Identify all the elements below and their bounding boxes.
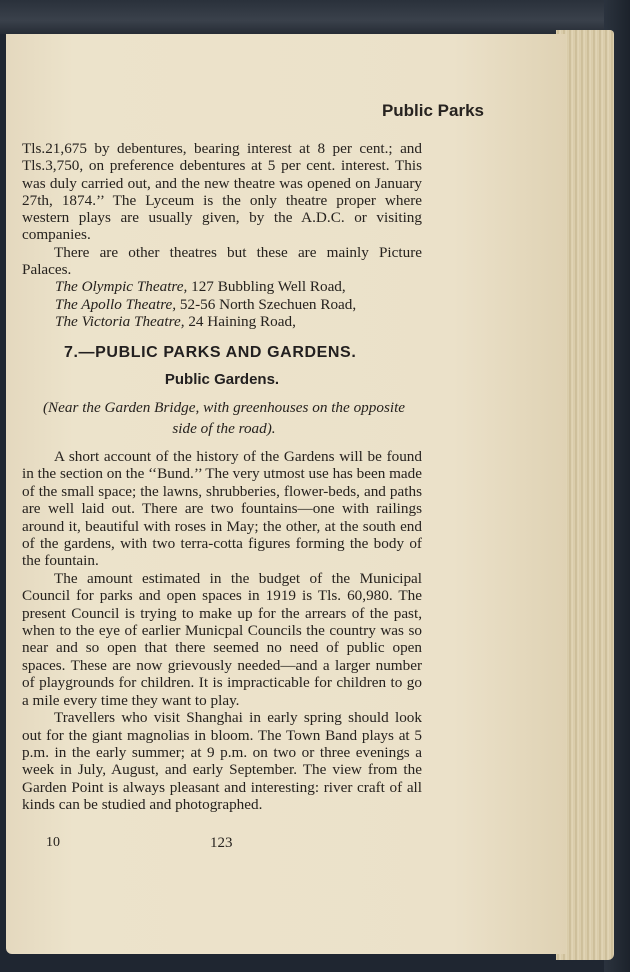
book-binding-top bbox=[0, 0, 630, 34]
theatre-name: The Olympic Theatre, bbox=[55, 278, 188, 296]
theatre-name: The Victoria Theatre, bbox=[55, 312, 185, 330]
top-paragraph: Tls.21,675 by debentures, bearing interest at 8 per cent.; and Tls.3,750, on preference debentures at 5 per cent. interest. This was duly carried out, and the new theatre was opened on January 27th, 1874.’’ The Lyceum is the only theatre proper where western plays are usually given, by the A.D.C. or visiting companies. bbox=[22, 140, 422, 244]
theatre-address: 24 Haining Road, bbox=[188, 312, 296, 330]
theatre-entry bbox=[55, 313, 422, 330]
gardens-text bbox=[22, 448, 422, 814]
theatre-entry bbox=[55, 278, 422, 295]
location-note: (Near the Garden Bridge, with greenhouses on the opposite side of the road). bbox=[42, 399, 406, 437]
running-head: Public Parks bbox=[381, 101, 484, 120]
theatre-entry bbox=[55, 296, 422, 313]
subheading: Public Gardens. bbox=[164, 371, 280, 388]
theatre-text bbox=[22, 140, 422, 330]
page-number: 123 bbox=[210, 835, 233, 851]
paragraph: The amount estimated in the budget of the Municipal Council for parks and open spaces in 1919 is Tls. 60,980. The present Council is trying to make up for the arrears of the past, when to the eye of earlier Municpal Councils the country was so near and so open that there seemed no need of public open spaces. These are now grievously needed—and a larger number of playgrounds for children. It is impracticable for children to go a mile every time they want to play. bbox=[22, 569, 422, 709]
theatre-name: The Apollo Theatre, bbox=[55, 295, 177, 313]
theatre-address: 52-56 North Szechuen Road, bbox=[179, 295, 357, 313]
paragraph: A short account of the history of the Gardens will be found in the section on the ‘‘Bund.’’ The very utmost use has been made of the small space; the lawns, shrubberies, flower-beds, and paths are well laid out. There are two fountains—one with railings around it, beautiful with roses in May; the other, at the south end of the gardens, with two terra-cotta figures forming the body of the fountain. bbox=[22, 448, 422, 570]
signature-mark: 10 bbox=[46, 835, 60, 850]
other-theatres-intro: There are other theatres but these are mainly Picture Palaces. bbox=[22, 243, 422, 279]
paragraph: Travellers who visit Shanghai in early spring should look out for the giant magnolias in bloom. The Town Band plays at 5 p.m. in the early summer; at 9 p.m. on two or three evenings a week in July, August, and early September. The view from the Garden Point is always pleasant and interesting: river craft of all kinds can be studied and photographed. bbox=[22, 709, 422, 814]
theatre-address: 127 Bubbling Well Road, bbox=[191, 278, 346, 296]
section-heading: 7.—PUBLIC PARKS AND GARDENS. bbox=[64, 344, 357, 361]
